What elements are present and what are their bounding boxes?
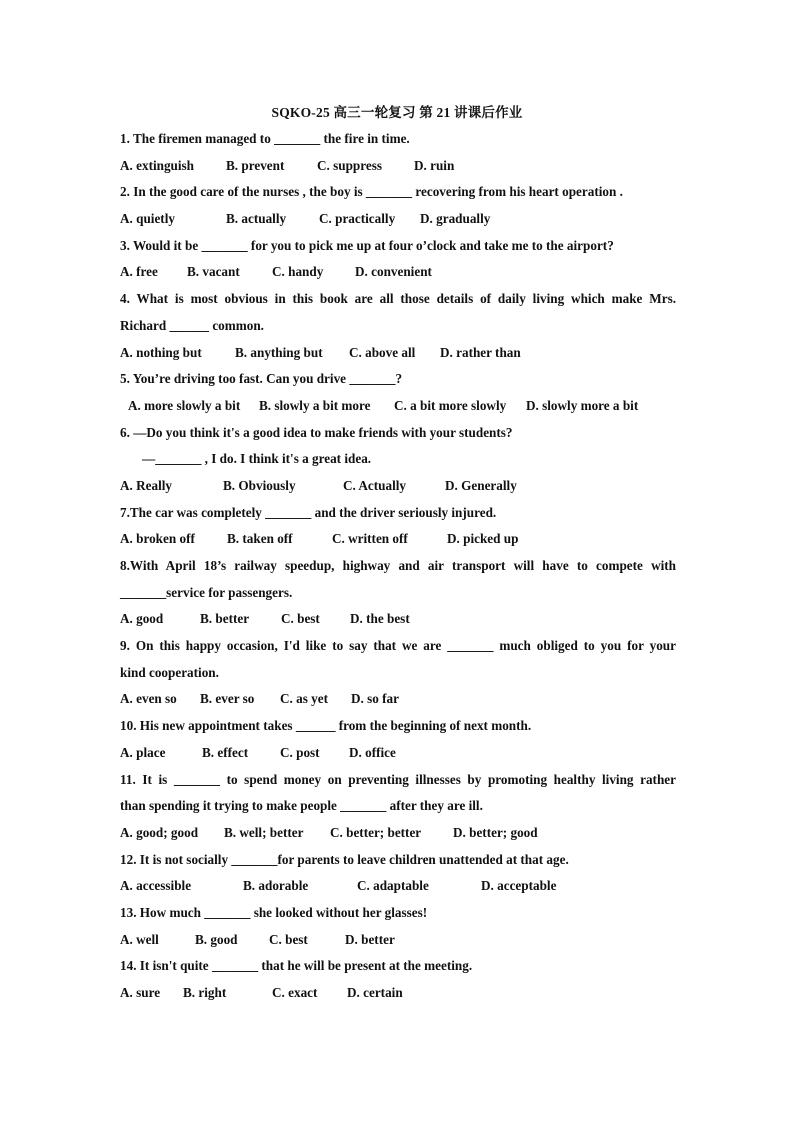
question-9-options [120, 686, 676, 713]
option-d: D. acceptable [481, 878, 557, 894]
option-c: C. a bit more slowly [394, 397, 507, 413]
option-c: C. above all [349, 344, 416, 360]
question-2-options [120, 206, 676, 233]
option-c: C. Actually [343, 477, 407, 493]
option-b: B. better [200, 611, 250, 627]
option-b: B. anything but [235, 344, 323, 360]
option-c: C. best [269, 931, 308, 947]
question-11-stem-cont: than spending it trying to make people _______ after they are ill. [120, 798, 483, 814]
option-a: A. good; good [120, 824, 199, 840]
question-10-stem: 10. His new appointment takes ______ from the beginning of next month. [120, 718, 532, 734]
option-b: B. prevent [226, 157, 285, 173]
question-5-options [120, 393, 676, 420]
question-7-options [120, 526, 676, 553]
question-1-stem: 1. The firemen managed to _______ the fire in time. [120, 131, 410, 146]
option-d: D. the best [350, 611, 410, 627]
question-6-options [120, 473, 676, 500]
option-c: C. handy [272, 264, 324, 280]
option-a: A. free [120, 264, 158, 280]
question-3-options [120, 259, 676, 286]
question-8-stem: 8.With April 18’s railway speedup, highway and air transport will have to compete with [120, 558, 676, 573]
question-11-stem: 11. It is _______ to spend money on preventing illnesses by promoting healthy living rather [120, 771, 676, 787]
question-13-options [120, 927, 676, 954]
option-d: D. gradually [420, 211, 491, 227]
option-a: A. broken off [120, 531, 195, 547]
question-list [120, 126, 676, 1007]
question-3-stem: 3. Would it be _______ for you to pick me up at four o’clock and take me to the airport? [120, 237, 614, 253]
option-a: A. quietly [120, 211, 175, 227]
question-4-options [120, 340, 676, 367]
option-c: C. best [281, 611, 320, 627]
option-a: A. Really [120, 477, 173, 493]
option-a: A. place [120, 744, 166, 760]
question-10-options [120, 740, 676, 767]
option-d: D. convenient [355, 264, 432, 280]
option-c: C. exact [272, 985, 318, 1000]
option-d: D. so far [351, 691, 399, 707]
question-6-stem-cont: —_______ , I do. I think it's a great idea. [142, 451, 372, 467]
option-c: C. written off [332, 531, 408, 547]
question-12-options [120, 873, 676, 900]
option-b: B. effect [202, 744, 249, 760]
option-d: D. picked up [447, 531, 519, 547]
question-8-stem-cont: _______service for passengers. [120, 584, 293, 600]
option-c: C. practically [319, 211, 396, 227]
option-b: B. Obviously [223, 477, 296, 493]
question-4-stem-cont: Richard ______ common. [120, 317, 264, 333]
option-a: A. sure [120, 985, 161, 1000]
question-9-stem: 9. On this happy occasion, I'd like to say that we are _______ much obliged to you for your [120, 638, 676, 654]
option-d: D. office [349, 744, 396, 760]
option-d: D. slowly more a bit [526, 397, 639, 413]
page-title: SQKO-25 高三一轮复习 第 21 讲课后作业 [271, 105, 523, 120]
option-b: B. slowly a bit more [259, 397, 371, 413]
option-d: D. better; good [453, 824, 538, 840]
option-b: B. vacant [187, 264, 240, 280]
question-1-options [120, 153, 676, 180]
question-6-stem: 6. —Do you think it's a good idea to make friends with your students? [120, 424, 513, 440]
option-d: D. ruin [414, 157, 455, 173]
question-12-stem: 12. It is not socially _______for parents to leave children unattended at that age. [120, 851, 569, 867]
option-a: A. extinguish [120, 157, 195, 173]
option-c: C. post [280, 744, 320, 760]
option-a: A. well [120, 931, 159, 947]
option-b: B. good [195, 931, 238, 947]
question-5-stem: 5. You’re driving too fast. Can you drive _______? [120, 371, 403, 387]
option-b: B. actually [226, 211, 287, 227]
option-b: B. adorable [243, 878, 309, 894]
option-b: B. taken off [227, 531, 293, 547]
question-14-options [120, 980, 676, 1007]
question-8-options [120, 606, 676, 633]
option-c: C. adaptable [357, 878, 429, 894]
question-9-stem-cont: kind cooperation. [120, 664, 219, 680]
question-13-stem: 13. How much _______ she looked without her glasses! [120, 904, 428, 920]
option-a: A. even so [120, 691, 177, 707]
option-b: B. right [183, 985, 227, 1000]
option-c: C. suppress [317, 157, 382, 173]
question-2-stem: 2. In the good care of the nurses , the boy is _______ recovering from his heart operation . [120, 184, 623, 200]
question-14-stem: 14. It isn't quite _______ that he will be present at the meeting. [120, 958, 473, 974]
question-11-options [120, 820, 676, 847]
question-4-stem: 4. What is most obvious in this book are all those details of daily living which make Mrs. [120, 291, 676, 307]
option-a: A. accessible [120, 878, 192, 894]
option-d: D. Generally [445, 477, 517, 493]
question-7-stem: 7.The car was completely _______ and the driver seriously injured. [120, 504, 497, 520]
option-a: A. more slowly a bit [128, 397, 241, 413]
option-c: C. better; better [330, 824, 422, 840]
option-d: D. certain [347, 985, 403, 1000]
option-a: A. good [120, 611, 164, 627]
option-b: B. ever so [200, 691, 255, 707]
option-d: D. rather than [440, 344, 521, 360]
option-c: C. as yet [280, 691, 328, 707]
option-b: B. well; better [224, 824, 304, 840]
option-a: A. nothing but [120, 344, 202, 360]
option-d: D. better [345, 931, 395, 947]
